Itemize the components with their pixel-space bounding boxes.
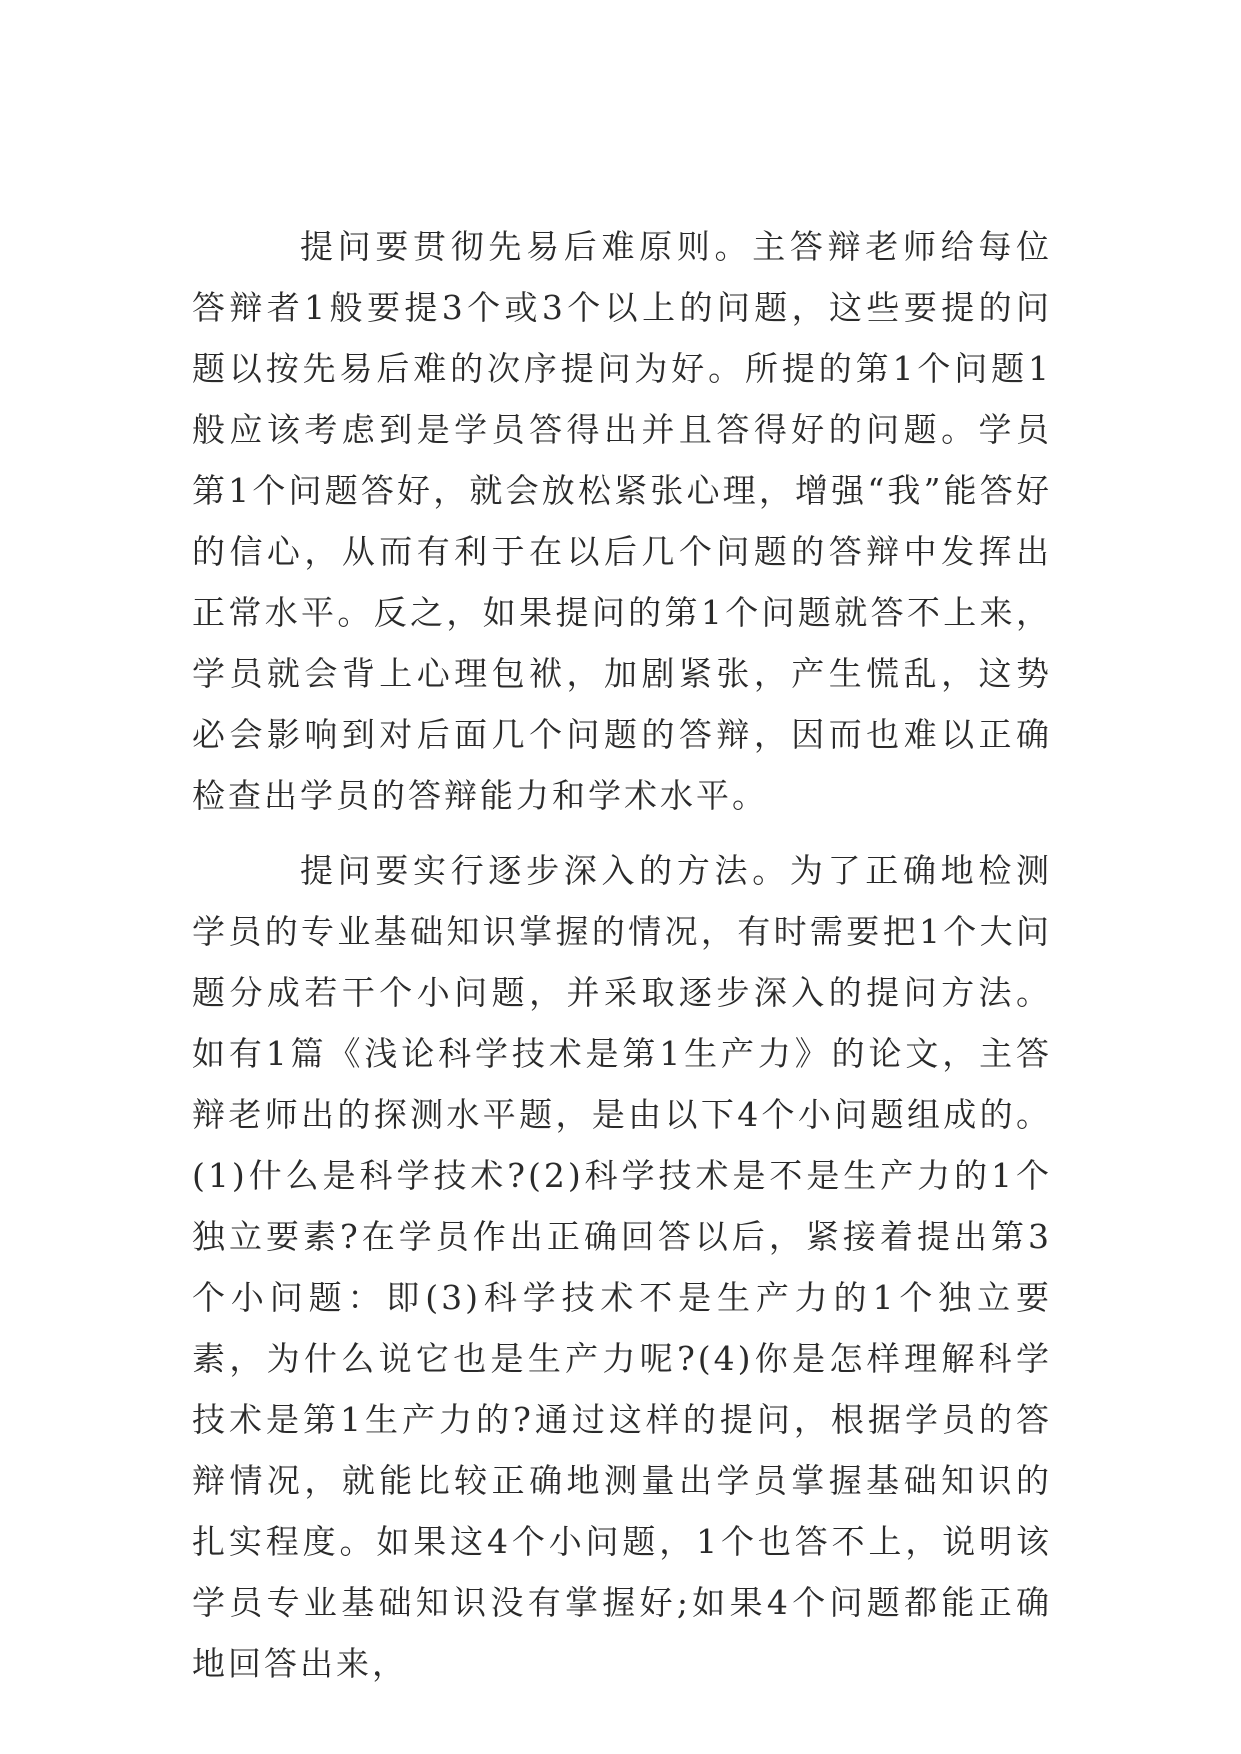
paragraph-answer-order: 提问要贯彻先易后难原则。主答辩老师给每位答辩者1般要提3个或3个以上的问题，这些要提的问题以按先易后难的次序提问为好。所提的第1个问题1般应该考虑到是学员答得出并且答得好的问题。学员第1个问题答好，就会放松紧张心理，增强“我”能答好的信心，从而有利于在以后几个问题的答辩中发挥出正常水平。反之，如果提问的第1个问题就答不上来，学员就会背上心理包袱，加剧紧张，产生慌乱，这势必会影响到对后面几个问题的答辩，因而也难以正确检查出学员的答辩能力和学术水平。: [192, 227, 1052, 815]
paragraph-stepwise-questioning: 提问要实行逐步深入的方法。为了正确地检测学员的专业基础知识掌握的情况，有时需要把1个大问题分成若干个小问题，并采取逐步深入的提问方法。如有1篇《浅论科学技术是第1生产力》的论文，主答辩老师出的探测水平题，是由以下4个小问题组成的。(1)什么是科学技术?(2)科学技术是不是生产力的1个独立要素?在学员作出正确回答以后，紧接着提出第3个小问题：即(3)科学技术不是生产力的1个独立要素，为什么说它也是生产力呢?(4)你是怎样理解科学技术是第1生产力的?通过这样的提问，根据学员的答辩情况，就能比较正确地测量出学员掌握基础知识的扎实程度。如果这4个小问题，1个也答不上，说明该学员专业基础知识没有掌握好;如果4个问题都能正确地回答出来，: [192, 851, 1052, 1683]
